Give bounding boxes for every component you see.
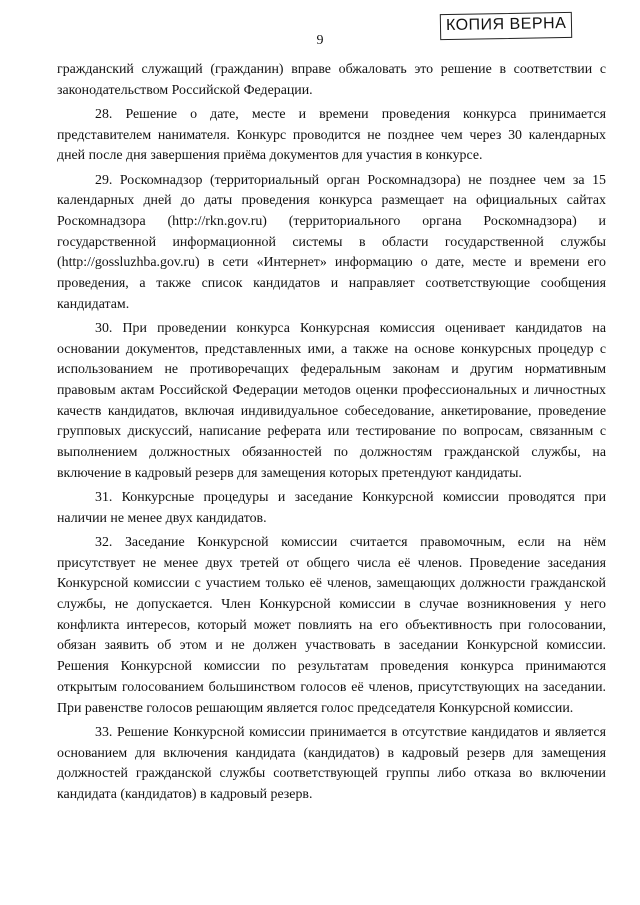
- page-number: 9: [316, 33, 324, 48]
- paragraph-continuation: гражданский служащий (гражданин) вправе обжаловать это решение в соответствии с законодательством Российской Федерации.: [57, 62, 606, 98]
- paragraph-28: 28. Решение о дате, месте и времени проведения конкурса принимается представителем нанимателя. Конкурс проводится не позднее чем через 30 календарных дней после дня завершения приёма документов для участия в конкурсе.: [57, 106, 606, 164]
- copy-certified-stamp: КОПИЯ ВЕРНА: [440, 12, 573, 40]
- paragraph-31: 31. Конкурсные процедуры и заседание Конкурсной комиссии проводятся при наличии не менее двух кандидатов.: [57, 490, 606, 526]
- paragraph-29: 29. Роскомнадзор (территориальный орган Роскомнадзора) не позднее чем за 15 календарных дней до даты проведения конкурса размещает на официальных сайтах Роскомнадзора (http://rkn.gov.ru) (территориального органа Роскомнадзора) и государственной информационной системы в области государственной службы (http://gossluzhba.gov.ru) в сети «Интернет» информацию о дате, месте и времени его проведения, а также список кандидатов и направляет соответствующие сообщения кандидатам.: [57, 172, 606, 312]
- paragraph-33: 33. Решение Конкурсной комиссии принимается в отсутствие кандидатов и является основанием для включения кандидата (кандидатов) в кадровый резерв для замещения должностей гражданской службы соответствующей группы либо отказа во включении кандидата (кандидатов) в кадровый резерв.: [57, 724, 606, 802]
- document-body: [57, 60, 606, 809]
- paragraph-30: 30. При проведении конкурса Конкурсная комиссия оценивает кандидатов на основании документов, представленных ими, а также на основе конкурсных процедур с использованием не противоречащих федеральным законам и другим нормативным правовым актам Российской Федерации методов оценки профессиональных и личностных качеств кандидатов, включая индивидуальное собеседование, анкетирование, проведение групповых дискуссий, написание реферата или тестирование по вопросам, связанным с выполнением должностных обязанностей по должностям гражданской службы, на включение в кадровый резерв для замещения которых претендуют кандидаты.: [57, 320, 606, 481]
- paragraph-32: 32. Заседание Конкурсной комиссии считается правомочным, если на нём присутствует не менее двух третей от общего числа её членов. Проведение заседания Конкурсной комиссии с участием только её членов, замещающих должности гражданской службы, не допускается. Член Конкурсной комиссии в случае возникновения у него конфликта интересов, который может повлиять на его объективность при голосовании, обязан заявить об этом и не должен участвовать в заседании Конкурсной комиссии. Решения Конкурсной комиссии по результатам проведения конкурса принимаются открытым голосованием большинством голосов её членов, присутствующих на заседании. При равенстве голосов решающим является голос председателя Конкурсной комиссии.: [57, 534, 606, 716]
